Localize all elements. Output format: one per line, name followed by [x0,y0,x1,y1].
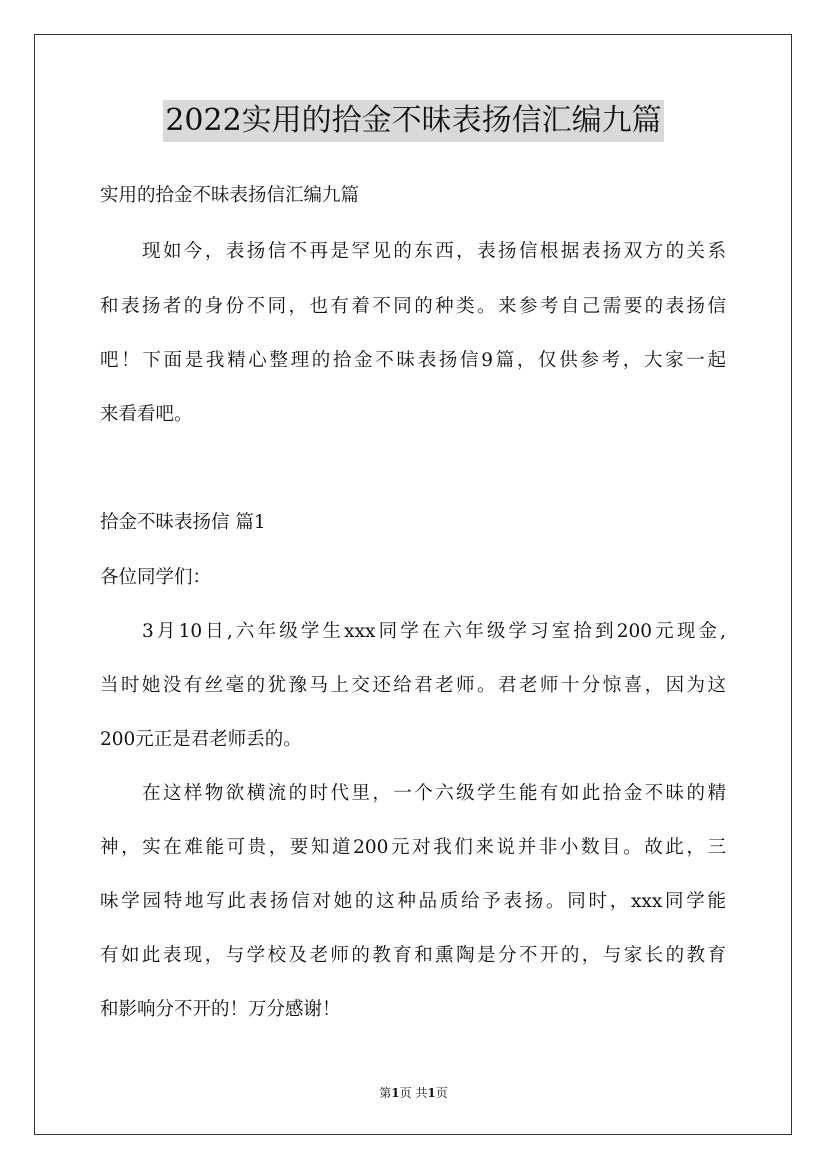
intro-line-2: 和表扬者的身份不同，也有着不同的种类。来参考自己需要的表扬信 [100,296,726,317]
salutation: 各位同学们： [100,567,212,588]
footer-page-suffix: 页 [435,1086,448,1100]
para2-line-1: 在这样物欲横流的时代里，一个六级学生能有如此拾金不昧的精 [142,783,726,804]
para1-line-1: 3月10日,六年级学生xxx同学在六年级学习室拾到200元现金, [142,621,726,642]
section-heading: 拾金不昧表扬信 篇1 [100,512,266,533]
footer-page-prefix: 第 [379,1086,392,1100]
para2-line-3: 味学园特地写此表扬信对她的这种品质给予表扬。同时，xxx同学能 [100,891,726,912]
footer-page-mid: 页 共 [399,1086,428,1100]
document-title: 2022实用的拾金不昧表扬信汇编九篇 [163,100,663,142]
para1-line-2: 当时她没有丝毫的犹豫马上交还给君老师。君老师十分惊喜，因为这 [100,675,726,696]
para2-line-2: 神，实在难能可贵，要知道200元对我们来说并非小数目。故此，三 [100,837,726,858]
footer-page-total: 1 [427,1086,436,1100]
intro-line-4: 来看看吧。 [100,404,193,425]
document-subtitle: 实用的拾金不昧表扬信汇编九篇 [100,185,360,206]
para2-line-4: 有如此表现，与学校及老师的教育和熏陶是分不开的，与家长的教育 [100,945,726,966]
footer-page-current: 1 [391,1086,400,1100]
para1-line-3: 200元正是君老师丢的。 [100,729,302,750]
title-container [0,100,827,142]
para2-line-5: 和影响分不开的！万分感谢！ [100,999,341,1020]
intro-line-3: 吧！下面是我精心整理的拾金不昧表扬信9篇，仅供参考，大家一起 [100,350,726,371]
intro-line-1: 现如今，表扬信不再是罕见的东西，表扬信根据表扬双方的关系 [142,241,726,262]
page-footer [0,1084,827,1101]
